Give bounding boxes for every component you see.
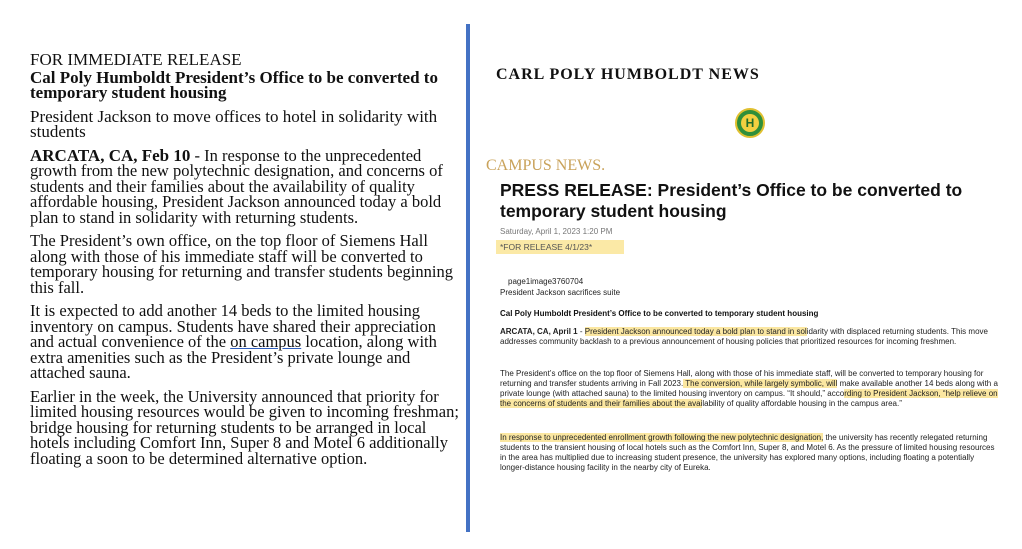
release-paragraph-3 <box>30 303 460 381</box>
release-subtitle: President Jackson to move offices to hotel in solidarity with students <box>30 106 438 141</box>
dateline-dash: - <box>577 327 585 336</box>
on-campus-link[interactable]: on campus <box>230 332 302 351</box>
article-paragraph-2-b: make available another 14 beds along with a private lounge (with attached sauna) to the limited housing inventory on campus. “It should,” acco <box>500 379 998 398</box>
release-paragraph-1 <box>30 145 460 227</box>
image-placeholder-label: page1image3760704 <box>508 277 584 286</box>
right-news-article <box>486 0 1006 549</box>
release-title: Cal Poly Humboldt President’s Office to be converted to temporary student housing <box>30 67 438 102</box>
article-paragraph-3-text: the university has recently relegated returning students to the transient housing of local hotels such as the Comfort Inn, Super 8, and Motel 6. As the pressure of limited housing resources in the area has multiplied due to increasing student presence, the university has explored many options, including floating a potentially longer-distance housing facility in the nearby city of Eureka. <box>500 433 995 472</box>
left-press-release <box>30 52 460 474</box>
article-paragraph-3 <box>500 433 1000 473</box>
article-timestamp: Saturday, April 1, 2023 1:20 PM <box>500 227 613 236</box>
highlight-2: The conversion, while largely symbolic, will <box>683 379 838 388</box>
article-dateline: ARCATA, CA, April 1 <box>500 327 578 336</box>
university-seal-icon <box>735 108 765 138</box>
release-paragraph-1-text: - In response to the unprecedented growth from the new polytechnic designation, and concerns of students and their families about the availability of quality affordable housing, President Jackson announced today a bold plan to stand in solidarity with returning students. <box>30 145 443 227</box>
section-label[interactable]: CAMPUS NEWS. <box>486 157 606 174</box>
article-paragraph-1 <box>500 327 1000 347</box>
seal-letter: H <box>741 114 759 132</box>
article-paragraph-2-c: lability of quality affordable housing in the campus area.” <box>702 399 902 408</box>
article-subheading: Cal Poly Humboldt President’s Office to be converted to temporary student housing <box>500 309 819 318</box>
release-paragraph-2: The President’s own office, on the top floor of Siemens Hall along with those of his immediate staff will be converted to temporary housing for returning and transfer students beginning this fall. <box>30 231 453 297</box>
image-caption: President Jackson sacrifices suite <box>500 288 621 297</box>
article-paragraph-1-text: idarity with displaced returning students. This move addresses community backlash to a previous announcement of housing policies that prioritized resources for incoming freshmen. <box>500 327 988 346</box>
release-paragraph-3-a: It is expected to add another 14 beds to the limited housing inventory on campus. Students have shared their appreciation and actual convenience of the <box>30 301 436 351</box>
for-release-note: *FOR RELEASE 4/1/23* <box>496 240 624 254</box>
highlight-3: rding to President Jackson, “help relieve on the concerns of students and their families about the avai <box>500 389 998 408</box>
news-masthead: CARL POLY HUMBOLDT NEWS <box>496 66 760 83</box>
article-paragraph-2-a: The President’s office on the top floor of Siemens Hall, along with those of his immediate staff, will be converted to temporary housing for returning and transfer students arriving in Fall 2023. <box>500 369 984 388</box>
release-header: FOR IMMEDIATE RELEASE <box>30 50 242 69</box>
column-divider <box>466 24 470 532</box>
release-paragraph-4: Earlier in the week, the University announced that priority for limited housing resources would be given to incoming freshman; bridge housing for returning students to be arranged in local hotels including Comfort Inn, Super 8 and Motel 6 additionally floating a soon to be determined alternative option. <box>30 386 459 468</box>
article-paragraph-2 <box>500 369 1000 409</box>
release-dateline: ARCATA, CA, Feb 10 <box>30 145 191 165</box>
highlight-1: President Jackson announced today a bold plan to stand in sol <box>584 327 807 336</box>
article-title: PRESS RELEASE: President’s Office to be converted to temporary student housing <box>500 180 963 221</box>
release-paragraph-3-b: location, along with extra amenities such as the President’s private lounge and attached sauna. <box>30 332 437 382</box>
highlight-4: In response to unprecedented enrollment growth following the new polytechnic designation, <box>500 433 824 442</box>
